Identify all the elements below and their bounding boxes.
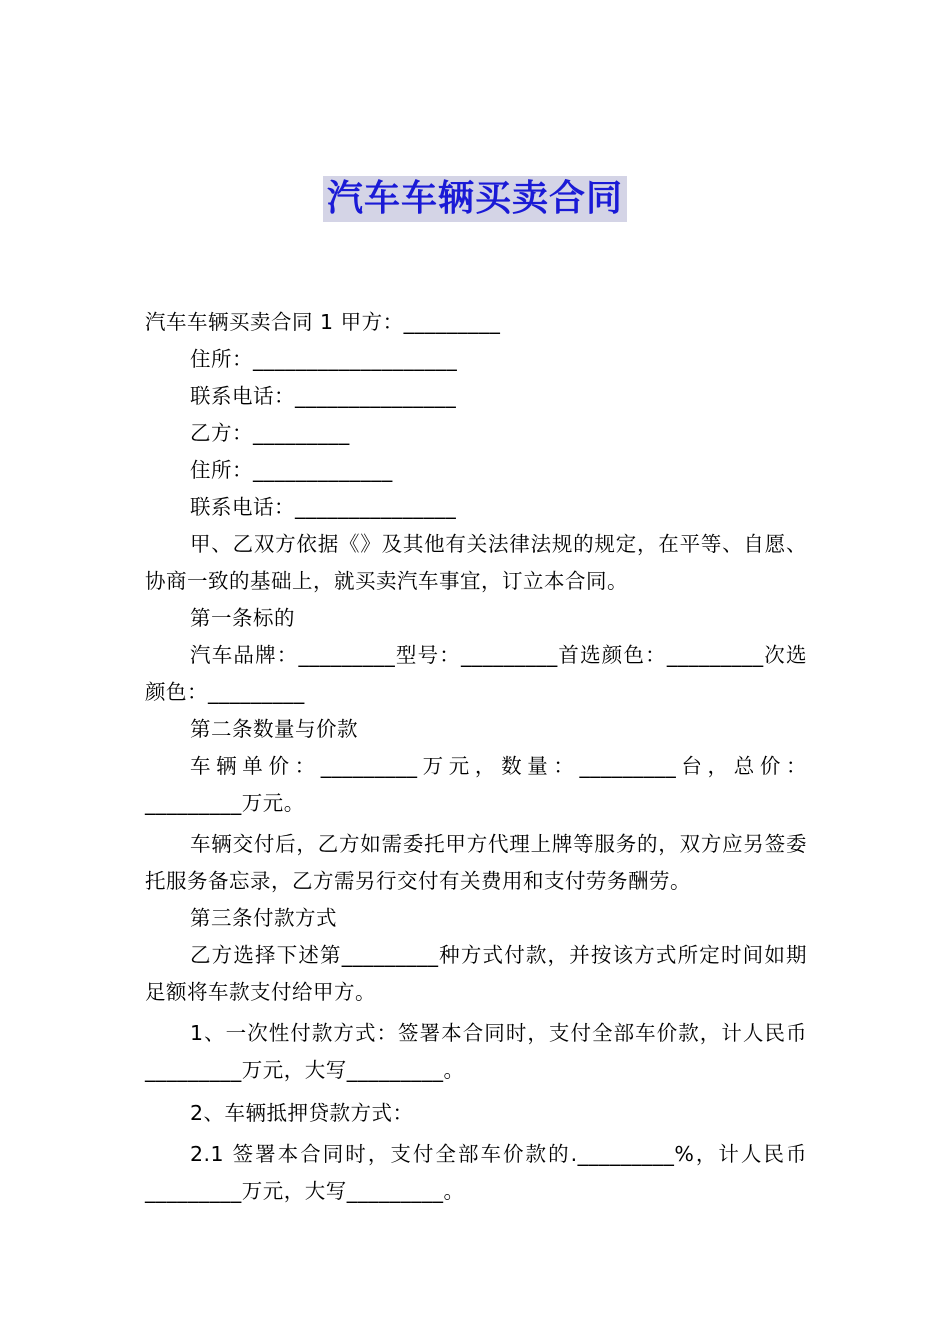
delivery-service-paragraph: 车辆交付后，乙方如需委托甲方代理上牌等服务的，双方应另签委托服务备忘录，乙方需另行交付有关费用和支付劳务酬劳。 — [145, 832, 807, 893]
loan-method-heading: 2、车辆抵押贷款方式： — [190, 1101, 414, 1125]
party-a-line: 汽车车辆买卖合同 1 甲方：_________ — [145, 310, 501, 334]
article-1-heading: 第一条标的 — [190, 606, 295, 630]
price-paragraph: 车辆单价：_________万元，数量：_________台，总价：_________万元。 — [145, 754, 807, 815]
lump-sum-paragraph: 1、一次性付款方式：签署本合同时，支付全部车价款，计人民币_________万元，大写_________。 — [145, 1021, 807, 1082]
article-3-heading: 第三条付款方式 — [190, 906, 337, 930]
party-a-phone: 联系电话：_______________ — [190, 384, 457, 408]
payment-choice-paragraph: 乙方选择下述第_________种方式付款，并按该方式所定时间如期足额将车款支付给甲方。 — [145, 943, 807, 1004]
article-2-heading: 第二条数量与价款 — [190, 717, 358, 741]
document-title: 汽车车辆买卖合同 — [323, 176, 627, 222]
car-brand-paragraph: 汽车品牌：_________型号：_________首选颜色：_________次选颜色：_________ — [145, 643, 807, 704]
document-body — [145, 304, 807, 1210]
party-b-line: 乙方：_________ — [190, 421, 350, 445]
loan-clause-2-1: 2.1 签署本合同时，支付全部车价款的._________%，计人民币_________万元，大写_________。 — [145, 1142, 807, 1203]
preamble-paragraph: 甲、乙双方依据《》及其他有关法律法规的规定，在平等、自愿、协商一致的基础上，就买卖汽车事宜，订立本合同。 — [145, 532, 807, 593]
party-b-phone: 联系电话：_______________ — [190, 495, 457, 519]
party-a-address: 住所：___________________ — [190, 347, 458, 371]
party-b-address: 住所：_____________ — [190, 458, 393, 482]
title-container — [0, 176, 950, 222]
